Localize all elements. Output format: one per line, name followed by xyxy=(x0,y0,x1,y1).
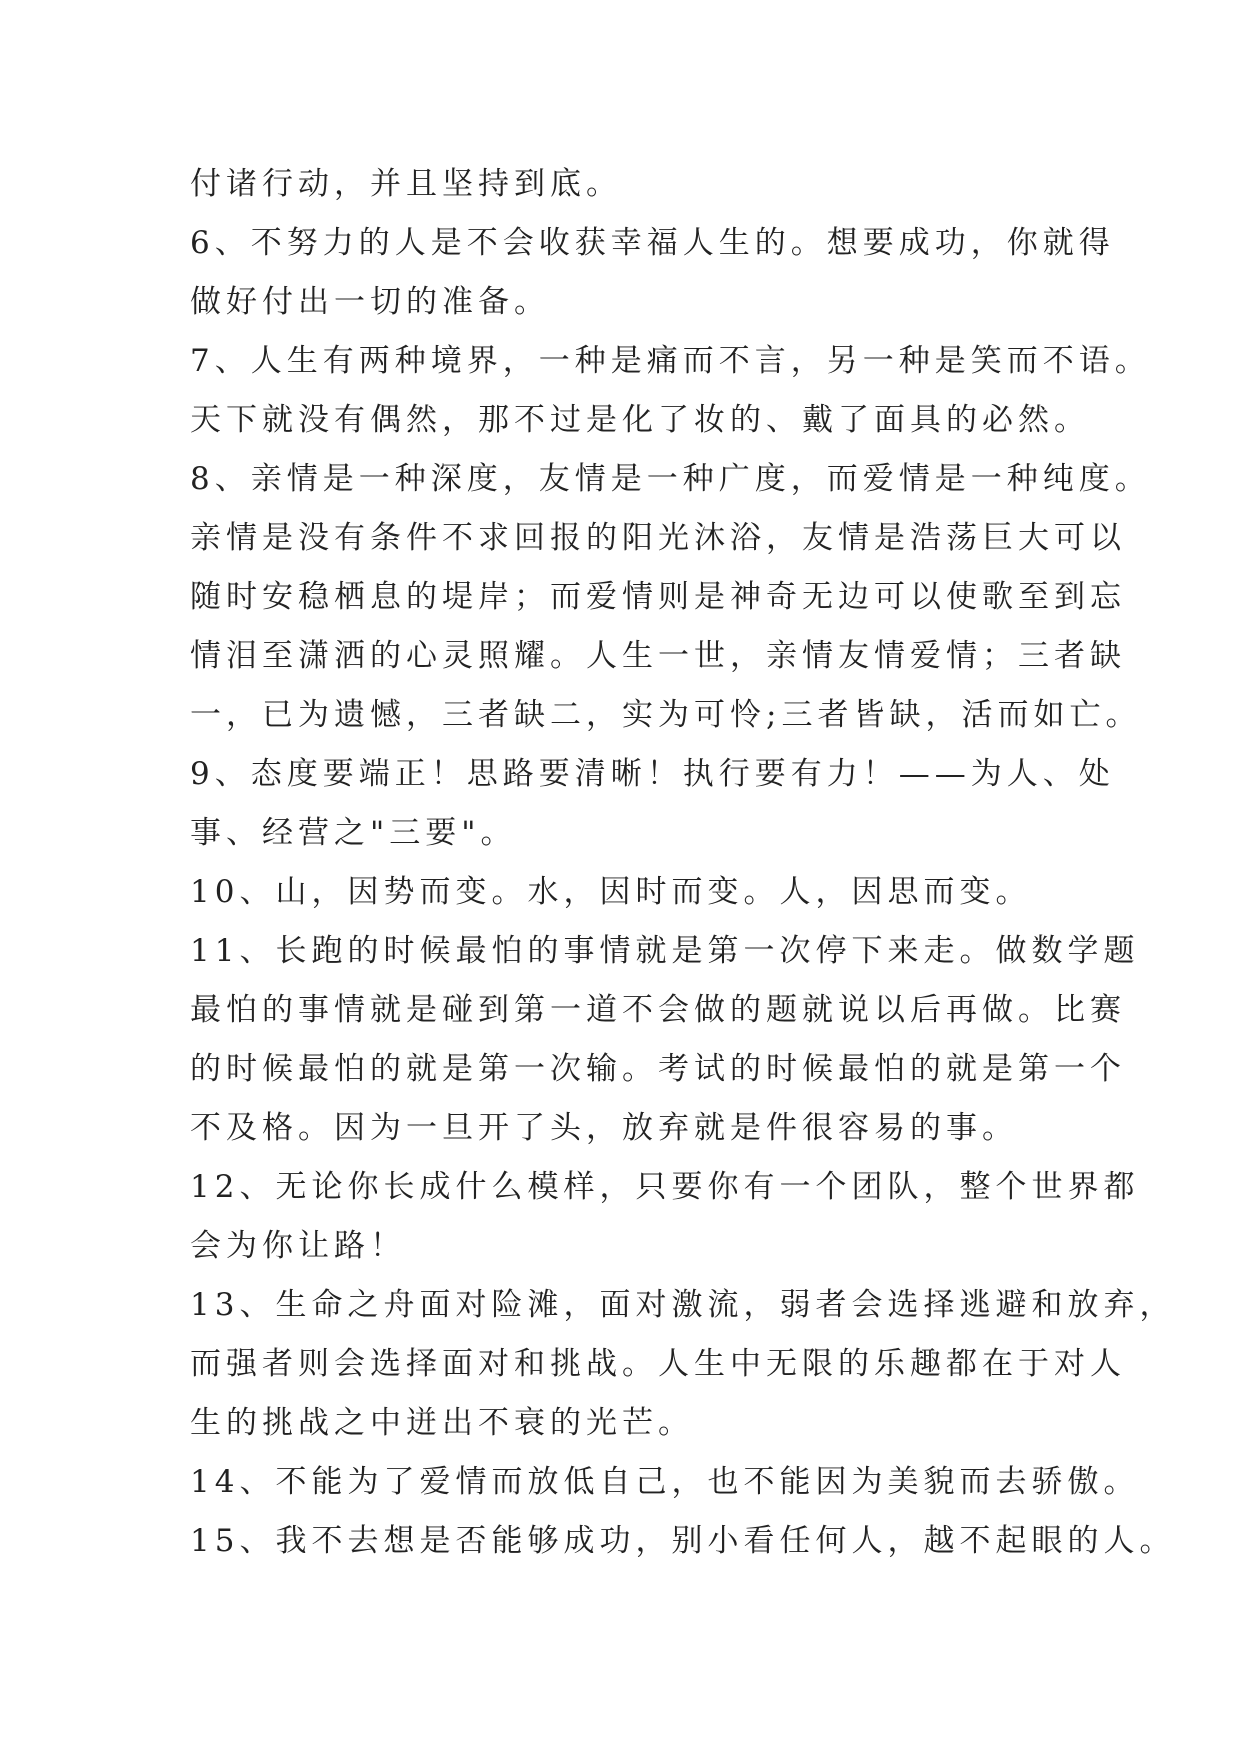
text-line-13: 10、山，因势而变。水，因时而变。人，因思而变。 xyxy=(190,874,1032,910)
text-line-20: 13、生命之舟面对险滩，面对激流，弱者会选择逃避和放弃， xyxy=(190,1287,1176,1323)
text-line-8: 随时安稳栖息的堤岸；而爱情则是神奇无边可以使歌至到忘 xyxy=(190,579,1126,615)
text-line-15: 最怕的事情就是碰到第一道不会做的题就说以后再做。比赛 xyxy=(190,992,1126,1028)
text-line-12: 事、经营之"三要"。 xyxy=(190,815,517,851)
text-line-2: 6、不努力的人是不会收获幸福人生的。想要成功，你就得 xyxy=(190,225,1115,261)
text-line-6: 8、亲情是一种深度，友情是一种广度，而爱情是一种纯度。 xyxy=(190,461,1151,497)
text-line-17: 不及格。因为一旦开了头，放弃就是件很容易的事。 xyxy=(190,1110,1018,1146)
text-line-3: 做好付出一切的准备。 xyxy=(190,284,550,320)
text-line-9: 情泪至潇洒的心灵照耀。人生一世，亲情友情爱情；三者缺 xyxy=(190,638,1126,674)
text-line-24: 15、我不去想是否能够成功，别小看任何人，越不起眼的人。 xyxy=(190,1523,1176,1559)
text-line-14: 11、长跑的时候最怕的事情就是第一次停下来走。做数学题 xyxy=(190,933,1140,969)
text-line-22: 生的挑战之中迸出不衰的光芒。 xyxy=(190,1405,694,1441)
text-line-18: 12、无论你长成什么模样，只要你有一个团队，整个世界都 xyxy=(190,1169,1140,1205)
text-line-4: 7、人生有两种境界，一种是痛而不言，另一种是笑而不语。 xyxy=(190,343,1151,379)
text-line-23: 14、不能为了爱情而放低自己，也不能因为美貌而去骄傲。 xyxy=(190,1464,1140,1500)
text-line-10: 一，已为遗憾，三者缺二，实为可怜;三者皆缺，活而如亡。 xyxy=(190,697,1142,733)
text-line-21: 而强者则会选择面对和挑战。人生中无限的乐趣都在于对人 xyxy=(190,1346,1126,1382)
document-body xyxy=(190,155,1176,1571)
text-line-16: 的时候最怕的就是第一次输。考试的时候最怕的就是第一个 xyxy=(190,1051,1126,1087)
text-line-5: 天下就没有偶然，那不过是化了妆的、戴了面具的必然。 xyxy=(190,402,1090,438)
text-line-1: 付诸行动，并且坚持到底。 xyxy=(190,166,622,202)
text-line-11: 9、态度要端正！思路要清晰！执行要有力！——为人、处 xyxy=(190,756,1115,792)
text-line-19: 会为你让路！ xyxy=(190,1228,406,1264)
text-line-7: 亲情是没有条件不求回报的阳光沐浴，友情是浩荡巨大可以 xyxy=(190,520,1126,556)
